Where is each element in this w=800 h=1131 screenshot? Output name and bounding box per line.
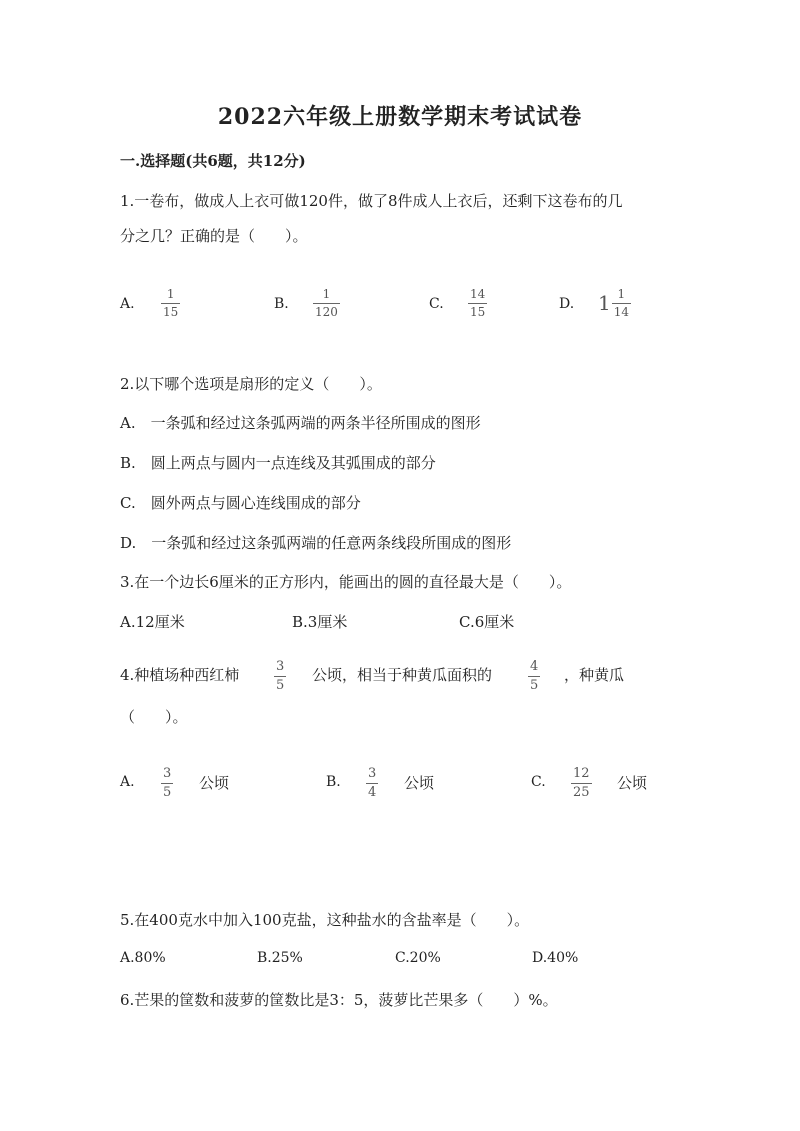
- q4-option-c-unit: 公顷: [617, 774, 648, 792]
- q3-option-c: C.6厘米: [459, 613, 515, 631]
- page-title: 2022六年级上册数学期末考试试卷: [217, 104, 583, 130]
- q3-option-a: A.12厘米: [120, 613, 185, 631]
- fraction-denominator: 15: [163, 304, 179, 319]
- fraction-numerator: 3: [276, 659, 285, 674]
- fraction-numerator: 3: [368, 766, 377, 781]
- fraction-denominator: 25: [573, 784, 590, 800]
- q1-option-a-label: A.: [120, 296, 135, 312]
- q1-option-d-fraction: [612, 288, 631, 318]
- q4-option-b-fraction: [366, 767, 378, 799]
- mixed-whole: 1: [598, 291, 611, 316]
- q4-option-b-unit: 公顷: [404, 774, 435, 792]
- fraction-numerator: 1: [322, 287, 331, 301]
- fraction-numerator: 4: [530, 659, 539, 674]
- fraction-bar: [366, 783, 378, 784]
- fraction-denominator: 5: [276, 677, 285, 693]
- fraction-numerator: 14: [470, 287, 486, 301]
- fraction-denominator: 120: [315, 304, 338, 319]
- q1-option-d-label: D.: [559, 296, 575, 312]
- q4-option-b-label: B.: [326, 774, 341, 790]
- q2-option-d: D. 一条弧和经过这条弧两端的任意两条线段所围成的图形: [120, 534, 512, 552]
- q4-inline-fraction-2: [528, 660, 540, 692]
- q4-option-c-fraction: [571, 767, 592, 799]
- q5-option-d: D.40%: [532, 950, 579, 966]
- fraction-denominator: 5: [163, 784, 172, 800]
- fraction-bar: [161, 783, 173, 784]
- question-4-part-1: 4.种植场种西红柿: [120, 666, 240, 684]
- fraction-numerator: 3: [163, 766, 172, 781]
- question-5-stem: 5.在400克水中加入100克盐，这种盐水的含盐率是（ ）。: [120, 911, 530, 929]
- fraction-bar: [274, 676, 286, 677]
- q4-option-a-label: A.: [120, 774, 135, 790]
- fraction-denominator: 4: [368, 784, 377, 800]
- q4-option-a-fraction: [161, 767, 173, 799]
- q5-option-c: C.20%: [395, 950, 441, 966]
- q3-option-b: B.3厘米: [292, 613, 348, 631]
- section-header: 一.选择题(共6题，共12分): [120, 152, 306, 170]
- question-4-line-2: （ ）。: [120, 708, 188, 726]
- q4-option-c-label: C.: [531, 774, 546, 790]
- question-1-line-2: 分之几？正确的是（ ）。: [120, 227, 308, 245]
- fraction-bar: [571, 783, 592, 784]
- q1-option-b-fraction: [313, 288, 340, 318]
- q2-option-c: C. 圆外两点与圆心连线围成的部分: [120, 494, 361, 512]
- q2-option-a: A. 一条弧和经过这条弧两端的两条半径所围成的图形: [120, 414, 481, 432]
- question-6-stem: 6.芒果的筐数和菠萝的筐数比是3：5，菠萝比芒果多（ ）%。: [120, 991, 558, 1009]
- fraction-bar: [468, 303, 487, 304]
- question-1-line-1: 1.一卷布，做成人上衣可做120件，做了8件成人上衣后，还剩下这卷布的几: [120, 192, 623, 210]
- fraction-denominator: 14: [613, 304, 630, 319]
- fraction-numerator: 12: [573, 766, 590, 781]
- fraction-bar: [528, 676, 540, 677]
- q5-option-b: B.25%: [257, 950, 303, 966]
- question-2-stem: 2.以下哪个选项是扇形的定义（ ）。: [120, 375, 382, 393]
- fraction-denominator: 15: [470, 304, 486, 319]
- q5-option-a: A.80%: [120, 950, 166, 966]
- fraction-bar: [612, 303, 631, 304]
- question-4-part-3: ，种黄瓜: [564, 666, 625, 684]
- fraction-numerator: 1: [617, 287, 626, 301]
- q1-option-c-label: C.: [429, 296, 444, 312]
- fraction-bar: [313, 303, 340, 304]
- fraction-numerator: 1: [166, 287, 175, 301]
- question-3-stem: 3.在一个边长6厘米的正方形内，能画出的圆的直径最大是（ ）。: [120, 573, 572, 591]
- q1-option-d-mixed-number: [598, 288, 631, 318]
- q2-option-b: B. 圆上两点与圆内一点连线及其弧围成的部分: [120, 454, 436, 472]
- question-4-part-2: 公顷，相当于种黄瓜面积的: [312, 666, 493, 684]
- fraction-bar: [161, 303, 180, 304]
- q1-option-a-fraction: [161, 288, 180, 318]
- q4-inline-fraction-1: [274, 660, 286, 692]
- fraction-denominator: 5: [530, 677, 539, 693]
- q1-option-b-label: B.: [274, 296, 289, 312]
- q1-option-c-fraction: [468, 288, 487, 318]
- q4-option-a-unit: 公顷: [199, 774, 230, 792]
